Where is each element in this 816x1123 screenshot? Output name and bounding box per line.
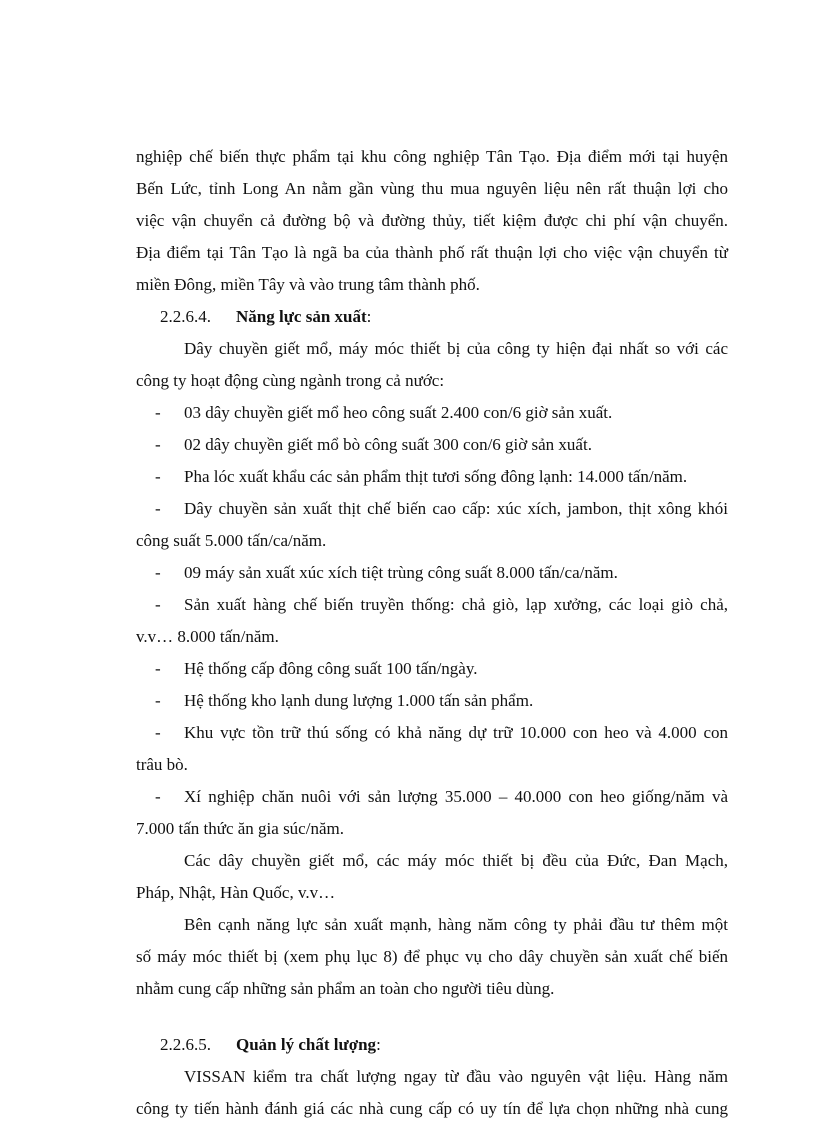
list-bullet: - <box>155 499 161 518</box>
list-item: Hệ thống cấp đông công suất 100 tấn/ngày. <box>184 659 478 678</box>
paragraph-line: nhằm cung cấp những sản phẩm an toàn cho người tiêu dùng. <box>136 979 555 998</box>
list-bullet: - <box>155 435 161 454</box>
list-item-continuation: 7.000 tấn thức ăn gia súc/năm. <box>136 819 344 838</box>
section-number: 2.2.6.5. <box>160 1035 211 1054</box>
section-heading-265 <box>160 1034 752 1056</box>
paragraph-line: công ty tiến hành đánh giá các nhà cung cấp có uy tín để lựa chọn những nhà cung <box>136 1099 728 1118</box>
section-title: Quản lý chất lượng <box>236 1035 377 1054</box>
paragraph-line: số máy móc thiết bị (xem phụ lục 8) để phục vụ cho dây chuyền sản xuất chế biến <box>136 947 728 966</box>
list-item: Khu vực tồn trữ thú sống có khả năng dự trữ 10.000 con heo và 4.000 con <box>184 723 728 742</box>
list-item-continuation: v.v… 8.000 tấn/năm. <box>136 627 279 646</box>
paragraph-line: Các dây chuyền giết mổ, các máy móc thiết bị đều của Đức, Đan Mạch, <box>184 851 728 870</box>
paragraph-line: Dây chuyền giết mổ, máy móc thiết bị của công ty hiện đại nhất so với các <box>184 339 728 358</box>
paragraph-line: VISSAN kiểm tra chất lượng ngay từ đầu vào nguyên vật liệu. Hàng năm <box>184 1067 728 1086</box>
list-bullet: - <box>155 563 161 582</box>
list-item: Sản xuất hàng chế biến truyền thống: chả giò, lạp xưởng, các loại giò chả, <box>184 595 728 614</box>
list-item: Hệ thống kho lạnh dung lượng 1.000 tấn sản phẩm. <box>184 691 534 710</box>
section-title-suffix: : <box>376 1035 381 1054</box>
intro-line: miền Đông, miền Tây và vào trung tâm thành phố. <box>136 275 480 294</box>
list-item: 02 dây chuyền giết mổ bò công suất 300 con/6 giờ sản xuất. <box>184 435 592 454</box>
list-item-continuation: trâu bò. <box>136 755 188 774</box>
section-heading-264 <box>160 306 752 328</box>
paragraph-line: công ty hoạt động cùng ngành trong cả nước: <box>136 371 445 390</box>
paragraph-line: Bên cạnh năng lực sản xuất mạnh, hàng năm công ty phải đầu tư thêm một <box>184 915 728 934</box>
section-title-suffix: : <box>366 307 372 326</box>
list-item-continuation: công suất 5.000 tấn/ca/năm. <box>136 531 327 550</box>
list-bullet: - <box>155 659 161 678</box>
list-bullet: - <box>155 403 161 422</box>
intro-line: nghiệp chế biến thực phẩm tại khu công nghiệp Tân Tạo. Địa điểm mới tại huyện <box>136 147 728 166</box>
list-bullet: - <box>155 787 161 806</box>
list-item: 09 máy sản xuất xúc xích tiệt trùng công suất 8.000 tấn/ca/năm. <box>184 563 618 582</box>
section-title: Năng lực sản xuất <box>236 307 367 326</box>
list-item: Xí nghiệp chăn nuôi với sản lượng 35.000 – 40.000 con heo giống/năm và <box>184 787 728 806</box>
intro-line: Địa điểm tại Tân Tạo là ngã ba của thành phố rất thuận lợi cho việc vận chuyển từ <box>136 243 728 262</box>
intro-line: việc vận chuyển cả đường bộ và đường thủy, tiết kiệm được chi phí vận chuyển. <box>136 211 728 230</box>
list-item: Pha lóc xuất khẩu các sản phẩm thịt tươi sống đông lạnh: 14.000 tấn/năm. <box>184 467 688 486</box>
list-bullet: - <box>155 691 161 710</box>
list-item: 03 dây chuyền giết mổ heo công suất 2.400 con/6 giờ sản xuất. <box>184 403 613 422</box>
list-bullet: - <box>155 595 161 614</box>
list-item: Dây chuyền sản xuất thịt chế biến cao cấp: xúc xích, jambon, thịt xông khói <box>184 499 728 518</box>
paragraph-line: Pháp, Nhật, Hàn Quốc, v.v… <box>136 883 336 902</box>
list-bullet: - <box>155 723 161 742</box>
section-number: 2.2.6.4. <box>160 307 211 326</box>
list-bullet: - <box>155 467 161 486</box>
intro-line: Bến Lức, tỉnh Long An nằm gần vùng thu mua nguyên liệu nên rất thuận lợi cho <box>136 179 728 198</box>
